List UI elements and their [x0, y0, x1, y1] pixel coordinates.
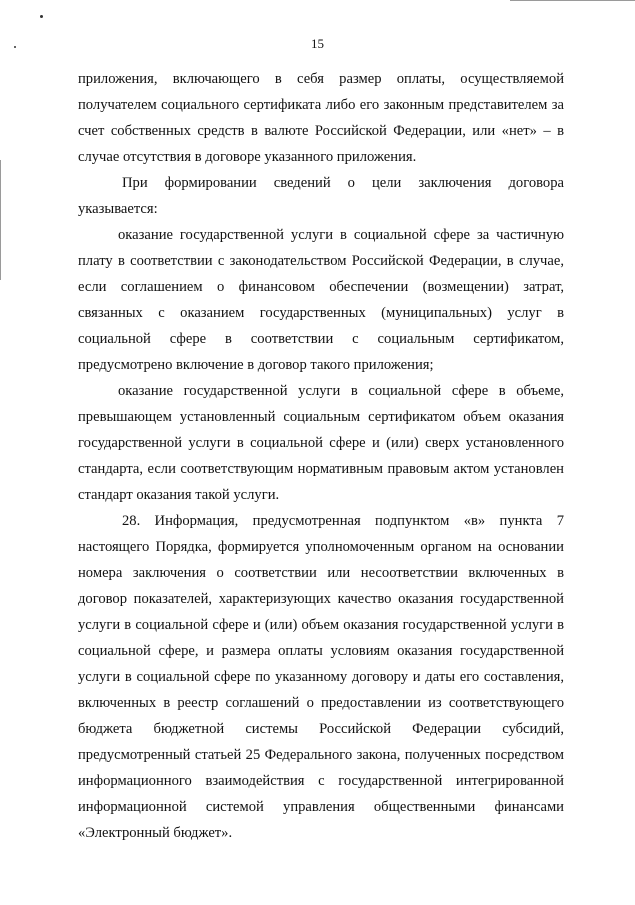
paragraph-2: При формировании сведений о цели заключения договора указывается: [78, 175, 564, 217]
page-number: 15 [311, 36, 324, 51]
paragraph-5: 28. Информация, предусмотренная подпунктом «в» пункта 7 настоящего Порядка, формируется уполномоченным органом на основании номера заключения о соответствии или несоответствии включенных в договор показателей, характеризующих качество оказания государственной услуги в социальной сфере и (или) объем оказания государственной услуги в социальной сфере, и размера оплаты условиям оказания государственной услуги в социальной сфере по указанному договору и даты его составления, включенных в реестр соглашений о предоставлении из соответствующего бюджета бюджетной системы Российской Федерации субсидий, предусмотренный статьей 25 Федерального закона, полученных посредством информационного взаимодействия с государственной интегрированной информационной системой управления общественными финансами «Электронный бюджет». [78, 513, 564, 841]
edge-mark-top-right [510, 0, 635, 1]
speck-1 [40, 15, 43, 18]
paragraph-3: оказание государственной услуги в социальной сфере за частичную плату в соответствии с законодательством Российской Федерации, в случае, если соглашением о финансовом обеспечении (возмещении) затрат, связанных с оказанием государственных (муниципальных) услуг в социальной сфере в соответствии с социальным сертификатом, предусмотрено включение в договор такого приложения; [78, 227, 564, 373]
paragraph-4: оказание государственной услуги в социальной сфере в объеме, превышающем установленный социальным сертификатом объем оказания государственной услуги в социальной сфере и (или) сверх установленного стандарта, если соответствующим нормативным правовым актом установлен стандарт оказания такой услуги. [78, 383, 564, 503]
edge-mark-left [0, 160, 1, 280]
paragraph-1: приложения, включающего в себя размер оплаты, осуществляемой получателем социального сертификата либо его законным представителем за счет собственных средств в валюте Российской Федерации, или «нет» – в случае отсутствия в договоре указанного приложения. [78, 71, 564, 165]
document-body [78, 66, 564, 846]
